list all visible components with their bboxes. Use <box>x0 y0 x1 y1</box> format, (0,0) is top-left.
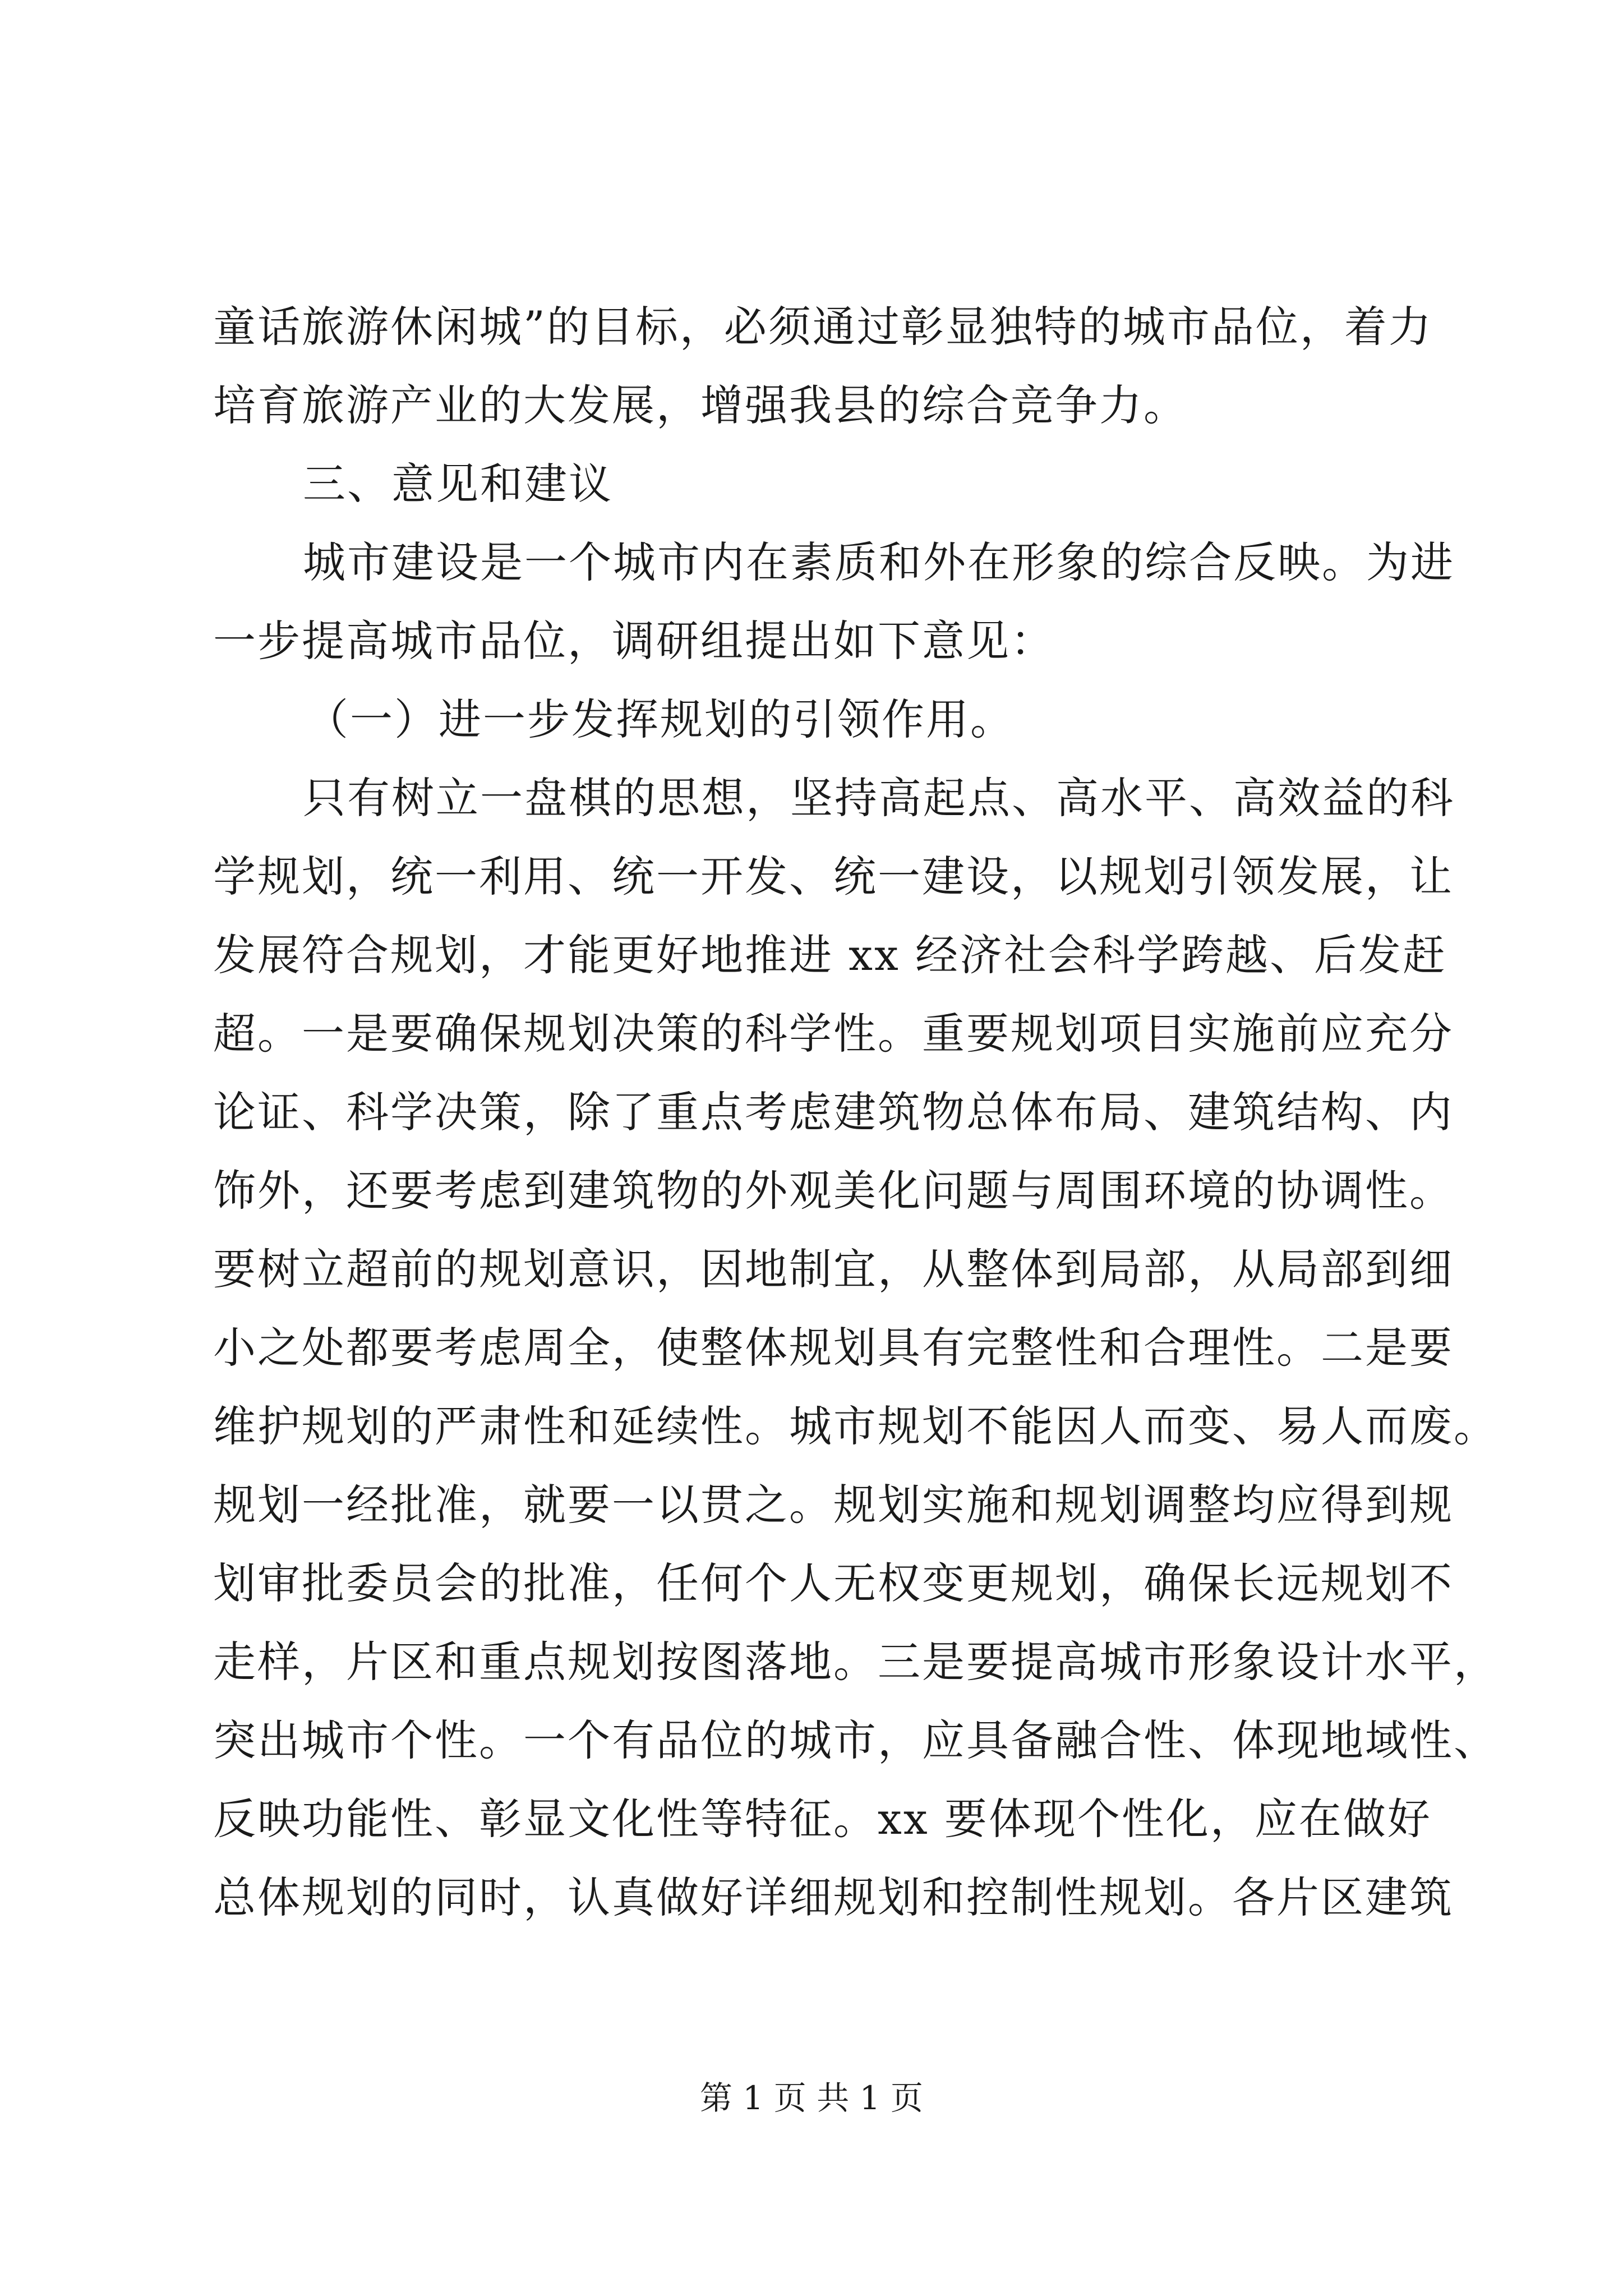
body-line: 发展符合规划，才能更好地推进 xx 经济社会科学跨越、后发赶 <box>213 930 1447 980</box>
body-line: 论证、科学决策，除了重点考虑建筑物总体布局、建筑结构、内 <box>213 1087 1454 1137</box>
body-line: 走样，片区和重点规划按图落地。三是要提高城市形象设计水平， <box>213 1637 1498 1687</box>
body-line: 要树立超前的规划意识，因地制宜，从整体到局部，从局部到细 <box>213 1244 1454 1294</box>
subsection-heading: （一）进一步发挥规划的引领作用。 <box>306 694 1015 744</box>
body-line: 小之处都要考虑周全，使整体规划具有完整性和合理性。二是要 <box>213 1323 1454 1373</box>
paragraph-first-line: 只有树立一盘棋的思想，坚持高起点、高水平、高效益的科 <box>303 773 1455 823</box>
section-heading: 三、意见和建议 <box>303 459 613 509</box>
body-line: 饰外，还要考虑到建筑物的外观美化问题与周围环境的协调性。 <box>213 1166 1454 1216</box>
page-footer: 第 1 页 共 1 页 <box>700 2079 923 2117</box>
body-line: 一步提高城市品位，调研组提出如下意见： <box>213 616 1055 666</box>
body-line: 超。一是要确保规划决策的科学性。重要规划项目实施前应充分 <box>213 1009 1454 1059</box>
body-line: 维护规划的严肃性和延续性。城市规划不能因人而变、易人而废。 <box>213 1401 1498 1451</box>
body-line: 学规划，统一利用、统一开发、统一建设，以规划引领发展，让 <box>213 852 1454 901</box>
body-line: 培育旅游产业的大发展，增强我县的综合竞争力。 <box>213 380 1188 430</box>
body-line: 反映功能性、彰显文化性等特征。xx 要体现个性化，应在做好 <box>213 1794 1432 1844</box>
body-line: 总体规划的同时，认真做好详细规划和控制性规划。各片区建筑 <box>213 1872 1454 1922</box>
body-line: 划审批委员会的批准，任何个人无权变更规划，确保长远规划不 <box>213 1558 1454 1608</box>
body-line: 突出城市个性。一个有品位的城市，应具备融合性、体现地域性、 <box>213 1715 1498 1765</box>
body-line: 童话旅游休闲城”的目标，必须通过彰显独特的城市品位，着力 <box>213 302 1433 352</box>
body-line: 规划一经批准，就要一以贯之。规划实施和规划调整均应得到规 <box>213 1480 1454 1530</box>
paragraph-first-line: 城市建设是一个城市内在素质和外在形象的综合反映。为进 <box>303 537 1455 587</box>
